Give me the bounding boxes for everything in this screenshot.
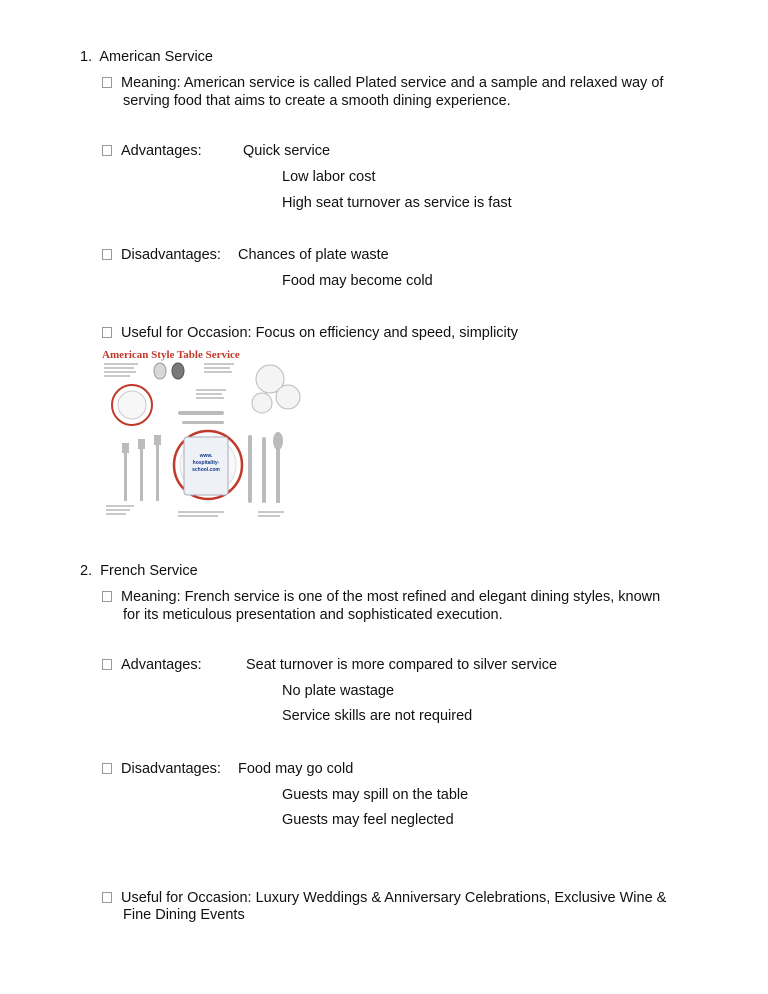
- advantage-2-item: Service skills are not required: [282, 708, 473, 724]
- advantage-1-item: Quick service: [243, 143, 331, 159]
- occasion-2-line2: Fine Dining Events: [123, 907, 245, 923]
- svg-text:hospitality-: hospitality-: [192, 460, 220, 466]
- disadvantage-2-item: Guests may feel neglected: [282, 812, 454, 828]
- advantage-2-item: Seat turnover is more compared to silver service: [246, 657, 558, 673]
- bullet-box-icon: [102, 249, 112, 260]
- table-setting-figure: [98, 345, 330, 525]
- section-1-title: American Service: [99, 49, 213, 65]
- disadvantages-1-label: Disadvantages:: [102, 246, 221, 264]
- bullet-box-icon: [102, 145, 112, 156]
- meaning-2-line1: Meaning: French service is one of the most refined and elegant dining styles, known: [102, 588, 660, 606]
- disadvantage-2-item: Food may go cold: [238, 761, 354, 777]
- occasion-2-line1: Useful for Occasion: Luxury Weddings & Anniversary Celebrations, Exclusive Wine &: [102, 889, 666, 907]
- svg-text:school.com: school.com: [192, 467, 220, 473]
- meaning-1-line1: Meaning: American service is called Plated service and a sample and relaxed way of: [102, 74, 663, 92]
- advantages-1-label: Advantages:: [102, 142, 202, 160]
- disadvantages-2-label: Disadvantages:: [102, 760, 221, 778]
- figure-title: American Style Table Service: [102, 349, 240, 361]
- bullet-box-icon: [102, 763, 112, 774]
- bullet-box-icon: [102, 591, 112, 602]
- section-2-title: French Service: [100, 563, 198, 579]
- disadvantage-1-item: Chances of plate waste: [238, 247, 389, 263]
- section-2-heading: 2. French Service: [80, 563, 198, 579]
- bullet-box-icon: [102, 659, 112, 670]
- bullet-box-icon: [102, 892, 112, 903]
- bullet-box-icon: [102, 77, 112, 88]
- svg-text:www.: www.: [199, 453, 213, 459]
- advantage-1-item: Low labor cost: [282, 169, 376, 185]
- advantages-2-label: Advantages:: [102, 656, 202, 674]
- occasion-1: Useful for Occasion: Focus on efficiency and speed, simplicity: [102, 324, 518, 342]
- place-setting-illustration: [98, 345, 330, 525]
- meaning-1-line2: serving food that aims to create a smooth dining experience.: [123, 93, 511, 109]
- disadvantage-2-item: Guests may spill on the table: [282, 787, 469, 803]
- section-1-heading: 1. American Service: [80, 49, 213, 65]
- disadvantage-1-item: Food may become cold: [282, 273, 433, 289]
- bullet-box-icon: [102, 327, 112, 338]
- advantage-1-item: High seat turnover as service is fast: [282, 195, 512, 211]
- advantage-2-item: No plate wastage: [282, 683, 395, 699]
- meaning-2-line2: for its meticulous presentation and sophisticated execution.: [123, 607, 503, 623]
